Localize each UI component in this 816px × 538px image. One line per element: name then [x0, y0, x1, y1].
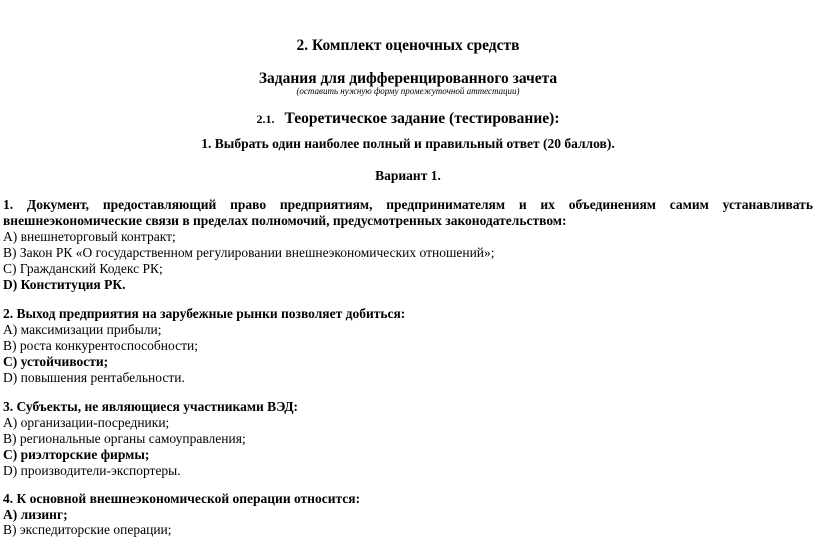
q1-option-a: А) внешнеторговый контракт; [3, 229, 176, 244]
q1-word: 1. [3, 197, 14, 212]
q4-option-b: В) экспедиторские операции; [3, 522, 172, 537]
q1-word: устанавливать [722, 197, 813, 212]
q2-option-d: D) повышения рентабельности. [3, 370, 185, 385]
q3-option-c-correct: С) риэлторские фирмы; [3, 447, 150, 462]
section-heading [0, 110, 816, 128]
q1-word: предоставляющий [102, 197, 217, 212]
q1-word: Документ, [26, 197, 90, 212]
q1-word: и [518, 197, 527, 212]
q4-option-a-correct: А) лизинг; [3, 507, 68, 522]
question-1-line-2: внешнеэкономические связи в пределах полномочий, предусмотренных законодательством: [3, 213, 567, 228]
section-title: Теоретическое задание (тестирование): [284, 110, 560, 127]
q2-option-c-correct: С) устойчивости; [3, 354, 109, 369]
q1-option-c: С) Гражданский Кодекс РК; [3, 261, 163, 276]
q1-word: объединениям [568, 197, 656, 212]
subtitle-note: (оставить нужную форму промежуточной аттестации) [296, 86, 520, 96]
q3-option-d: D) производители-экспортеры. [3, 463, 181, 478]
q3-option-b: В) региональные органы самоуправления; [3, 431, 246, 446]
q1-word: право [230, 197, 267, 212]
q2-option-b: В) роста конкурентоспособности; [3, 338, 198, 353]
question-1-line-1 [3, 197, 813, 213]
q2-option-a: А) максимизации прибыли; [3, 322, 162, 337]
question-2-text: 2. Выход предприятия на зарубежные рынки позволяет добиться: [3, 306, 406, 321]
q1-option-b: В) Закон РК «О государственном регулировании внешнеэкономических отношений»; [3, 245, 495, 260]
q1-word: их [540, 197, 555, 212]
q1-option-d-correct: D) Конституция РК. [3, 277, 126, 292]
variant-label: Вариант 1. [375, 168, 441, 183]
question-4-text: 4. К основной внешнеэкономической операции относится: [3, 491, 361, 506]
q1-word: самим [669, 197, 709, 212]
instruction-text: 1. Выбрать один наиболее полный и правильный ответ (20 баллов). [201, 136, 615, 151]
section-number: 2.1. [256, 112, 275, 126]
q3-option-a: А) организации-посредники; [3, 415, 170, 430]
question-3-text: 3. Субъекты, не являющиеся участниками ВЭД: [3, 399, 298, 414]
q1-word: предпринимателям [386, 197, 506, 212]
q1-word: предприятиям, [279, 197, 373, 212]
question-1-text [3, 197, 813, 229]
page-subtitle: Задания для дифференцированного зачета [258, 70, 558, 87]
page-title: 2. Комплект оценочных средств [296, 37, 520, 54]
